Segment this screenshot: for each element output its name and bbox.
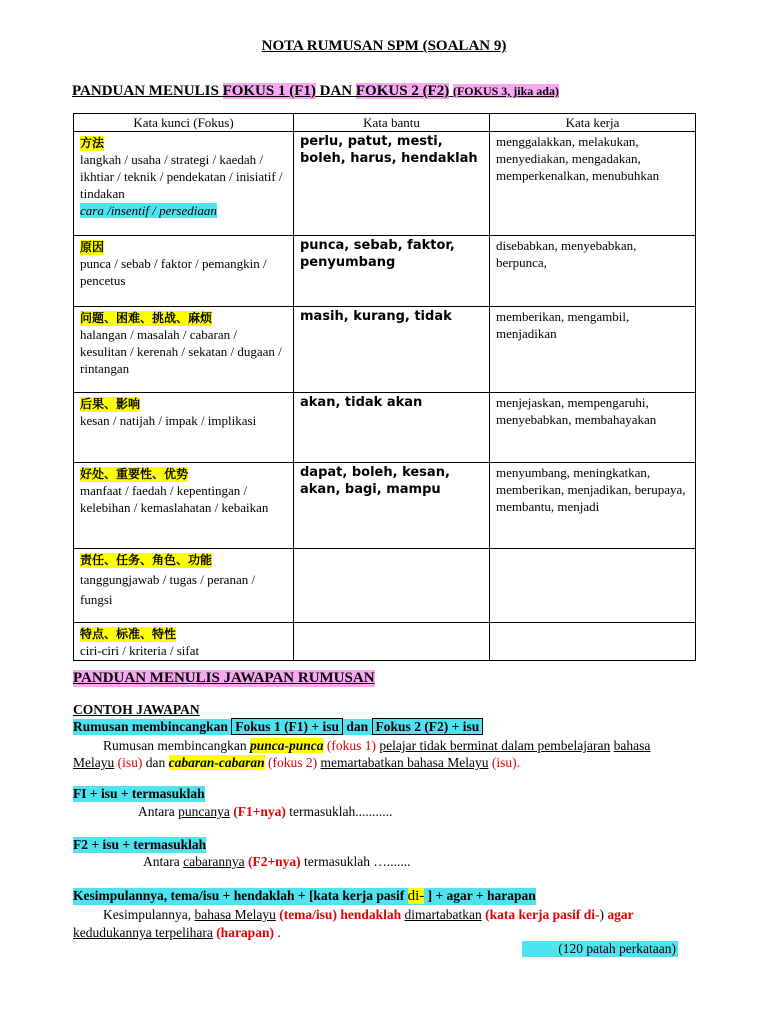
kerja-cell: memberikan, mengambil, menjadikan bbox=[490, 307, 696, 393]
example-isu: memartabatkan bahasa Melayu bbox=[320, 755, 489, 770]
kesimpulan-formula bbox=[73, 888, 536, 905]
table-heading bbox=[72, 83, 559, 100]
rumusan-formula bbox=[73, 719, 483, 735]
f1-example bbox=[138, 804, 392, 820]
example-label: (isu). bbox=[491, 755, 520, 770]
f2-formula: F2 + isu + termasuklah bbox=[73, 837, 207, 852]
kesimpulan-example bbox=[73, 906, 693, 942]
malay-keywords: kesan / natijah / impak / implikasi bbox=[80, 413, 257, 428]
example-text: termasuklah........... bbox=[285, 804, 393, 819]
table-row bbox=[74, 393, 696, 463]
kunci-cell bbox=[74, 132, 294, 236]
formula-di-prefix: di- bbox=[407, 888, 425, 904]
formula-part: ] + agar + harapan bbox=[424, 888, 536, 903]
malay-keywords-extra: cara /insentif / persediaan bbox=[80, 203, 217, 218]
example-isu: kedudukannya terpelihara bbox=[73, 925, 213, 940]
example-isu: pelajar tidak berminat dalam pembelajaran bbox=[379, 738, 611, 753]
kunci-cell bbox=[74, 623, 294, 661]
word-count: (120 patah perkataan) bbox=[522, 941, 678, 957]
table-header-row bbox=[74, 114, 696, 132]
formula-part: Kesimpulannya, tema/isu + hendaklah + [kata kerja pasif bbox=[73, 888, 408, 903]
bantu-cell: akan, tidak akan bbox=[294, 393, 490, 463]
page-title: NOTA RUMUSAN SPM (SOALAN 9) bbox=[261, 38, 507, 54]
header-kata-kunci: Kata kunci (Fokus) bbox=[74, 114, 294, 132]
example-focus2: cabaran-cabaran bbox=[168, 755, 265, 770]
example-label: (harapan) bbox=[216, 925, 274, 940]
chinese-keyword: 责任、任务、角色、功能 bbox=[80, 553, 213, 567]
kerja-cell bbox=[490, 549, 696, 623]
example-text: . bbox=[273, 925, 281, 940]
example-text: dan bbox=[145, 755, 166, 770]
heading-prefix: PANDUAN MENULIS bbox=[72, 83, 223, 99]
bantu-cell: perlu, patut, mesti, boleh, harus, hendaklah bbox=[294, 132, 490, 236]
malay-keywords: ciri-ciri / kriteria / sifat bbox=[80, 643, 200, 658]
formula-f1-box: Fokus 1 (F1) + isu bbox=[231, 718, 343, 735]
keyword-table bbox=[73, 113, 696, 661]
example-label: (fokus 1) bbox=[326, 738, 376, 753]
formula-f2-box: Fokus 2 (F2) + isu bbox=[372, 718, 484, 735]
malay-keywords: halangan / masalah / cabaran / kesulitan / kerenah / sekatan / dugaan / rintangan bbox=[80, 327, 282, 376]
kunci-cell bbox=[74, 549, 294, 623]
kerja-cell: disebabkan, menyebabkan, berpunca, bbox=[490, 236, 696, 307]
example-text: Antara bbox=[138, 804, 179, 819]
example-isu: bahasa Melayu bbox=[194, 907, 276, 922]
malay-keywords: tanggungjawab / tugas / peranan / fungsi bbox=[80, 572, 256, 607]
header-kata-kerja: Kata kerja bbox=[490, 114, 696, 132]
kerja-cell: menggalakkan, melakukan, menyediakan, mengadakan, memperkenalkan, menubuhkan bbox=[490, 132, 696, 236]
table-row bbox=[74, 132, 696, 236]
example-paragraph bbox=[73, 737, 693, 771]
bantu-cell bbox=[294, 623, 490, 661]
example-text: termasuklah …....... bbox=[300, 854, 411, 869]
kerja-cell: menyumbang, meningkatkan, memberikan, menjadikan, berupaya, membantu, menjadi bbox=[490, 463, 696, 549]
chinese-keyword: 特点、标准、特性 bbox=[80, 627, 177, 641]
heading-f1: FOKUS 1 (F1) bbox=[222, 83, 316, 99]
example-label: (F1+nya) bbox=[233, 804, 286, 819]
example-text: Rumusan membincangkan bbox=[103, 738, 250, 753]
header-kata-bantu: Kata bantu bbox=[294, 114, 490, 132]
heading-dan: DAN bbox=[315, 83, 356, 99]
kunci-cell bbox=[74, 307, 294, 393]
bantu-cell: masih, kurang, tidak bbox=[294, 307, 490, 393]
f2-example bbox=[143, 854, 411, 870]
table-row bbox=[74, 549, 696, 623]
kunci-cell bbox=[74, 463, 294, 549]
kunci-cell bbox=[74, 236, 294, 307]
formula-part: Rumusan membincangkan bbox=[73, 719, 228, 734]
example-focus1: punca-punca bbox=[249, 738, 324, 753]
chinese-keyword: 原因 bbox=[80, 240, 105, 254]
example-label: (tema/isu) bbox=[279, 907, 337, 922]
bantu-cell bbox=[294, 549, 490, 623]
example-isu: dimartabatkan bbox=[404, 907, 482, 922]
example-isu: bahasa Melayu bbox=[73, 738, 651, 770]
table-row bbox=[74, 623, 696, 661]
heading-f2: FOKUS 2 (F2) bbox=[355, 83, 450, 99]
example-label: hendaklah bbox=[340, 907, 402, 922]
example-label: (isu) bbox=[117, 755, 143, 770]
example-label: agar bbox=[607, 907, 634, 922]
chinese-keyword: 方法 bbox=[80, 136, 105, 150]
example-isu: puncanya bbox=[178, 804, 230, 819]
table-row bbox=[74, 307, 696, 393]
chinese-keyword: 好处、重要性、优势 bbox=[80, 467, 189, 481]
kerja-cell: menjejaskan, mempengaruhi, menyebabkan, membahayakan bbox=[490, 393, 696, 463]
f1-formula: FI + isu + termasuklah bbox=[73, 786, 205, 801]
example-text: Antara bbox=[143, 854, 184, 869]
contoh-heading: CONTOH JAWAPAN bbox=[73, 702, 200, 717]
example-label: (fokus 2) bbox=[268, 755, 318, 770]
example-isu: cabarannya bbox=[183, 854, 245, 869]
example-text: ) bbox=[599, 907, 604, 922]
example-label: (kata kerja pasif di- bbox=[485, 907, 600, 922]
table-row bbox=[74, 236, 696, 307]
malay-keywords: punca / sebab / faktor / pemangkin / pencetus bbox=[80, 256, 267, 288]
table-row bbox=[74, 463, 696, 549]
section-title: PANDUAN MENULIS JAWAPAN RUMUSAN bbox=[73, 670, 375, 686]
bantu-cell: dapat, boleh, kesan, akan, bagi, mampu bbox=[294, 463, 490, 549]
malay-keywords: langkah / usaha / strategi / kaedah / ikhtiar / teknik / pendekatan / inisiatif / tindakan bbox=[80, 152, 283, 201]
example-text: Kesimpulannya, bbox=[103, 907, 195, 922]
chinese-keyword: 问题、困难、挑战、麻烦 bbox=[80, 311, 213, 325]
malay-keywords: manfaat / faedah / kepentingan / kelebihan / kemaslahatan / kebaikan bbox=[80, 483, 269, 515]
example-label: (F2+nya) bbox=[247, 854, 301, 869]
heading-f3: (FOKUS 3, jika ada) bbox=[452, 84, 559, 98]
bantu-cell: punca, sebab, faktor, penyumbang bbox=[294, 236, 490, 307]
kunci-cell bbox=[74, 393, 294, 463]
chinese-keyword: 后果、影响 bbox=[80, 397, 141, 411]
kerja-cell bbox=[490, 623, 696, 661]
formula-part: dan bbox=[346, 719, 369, 734]
